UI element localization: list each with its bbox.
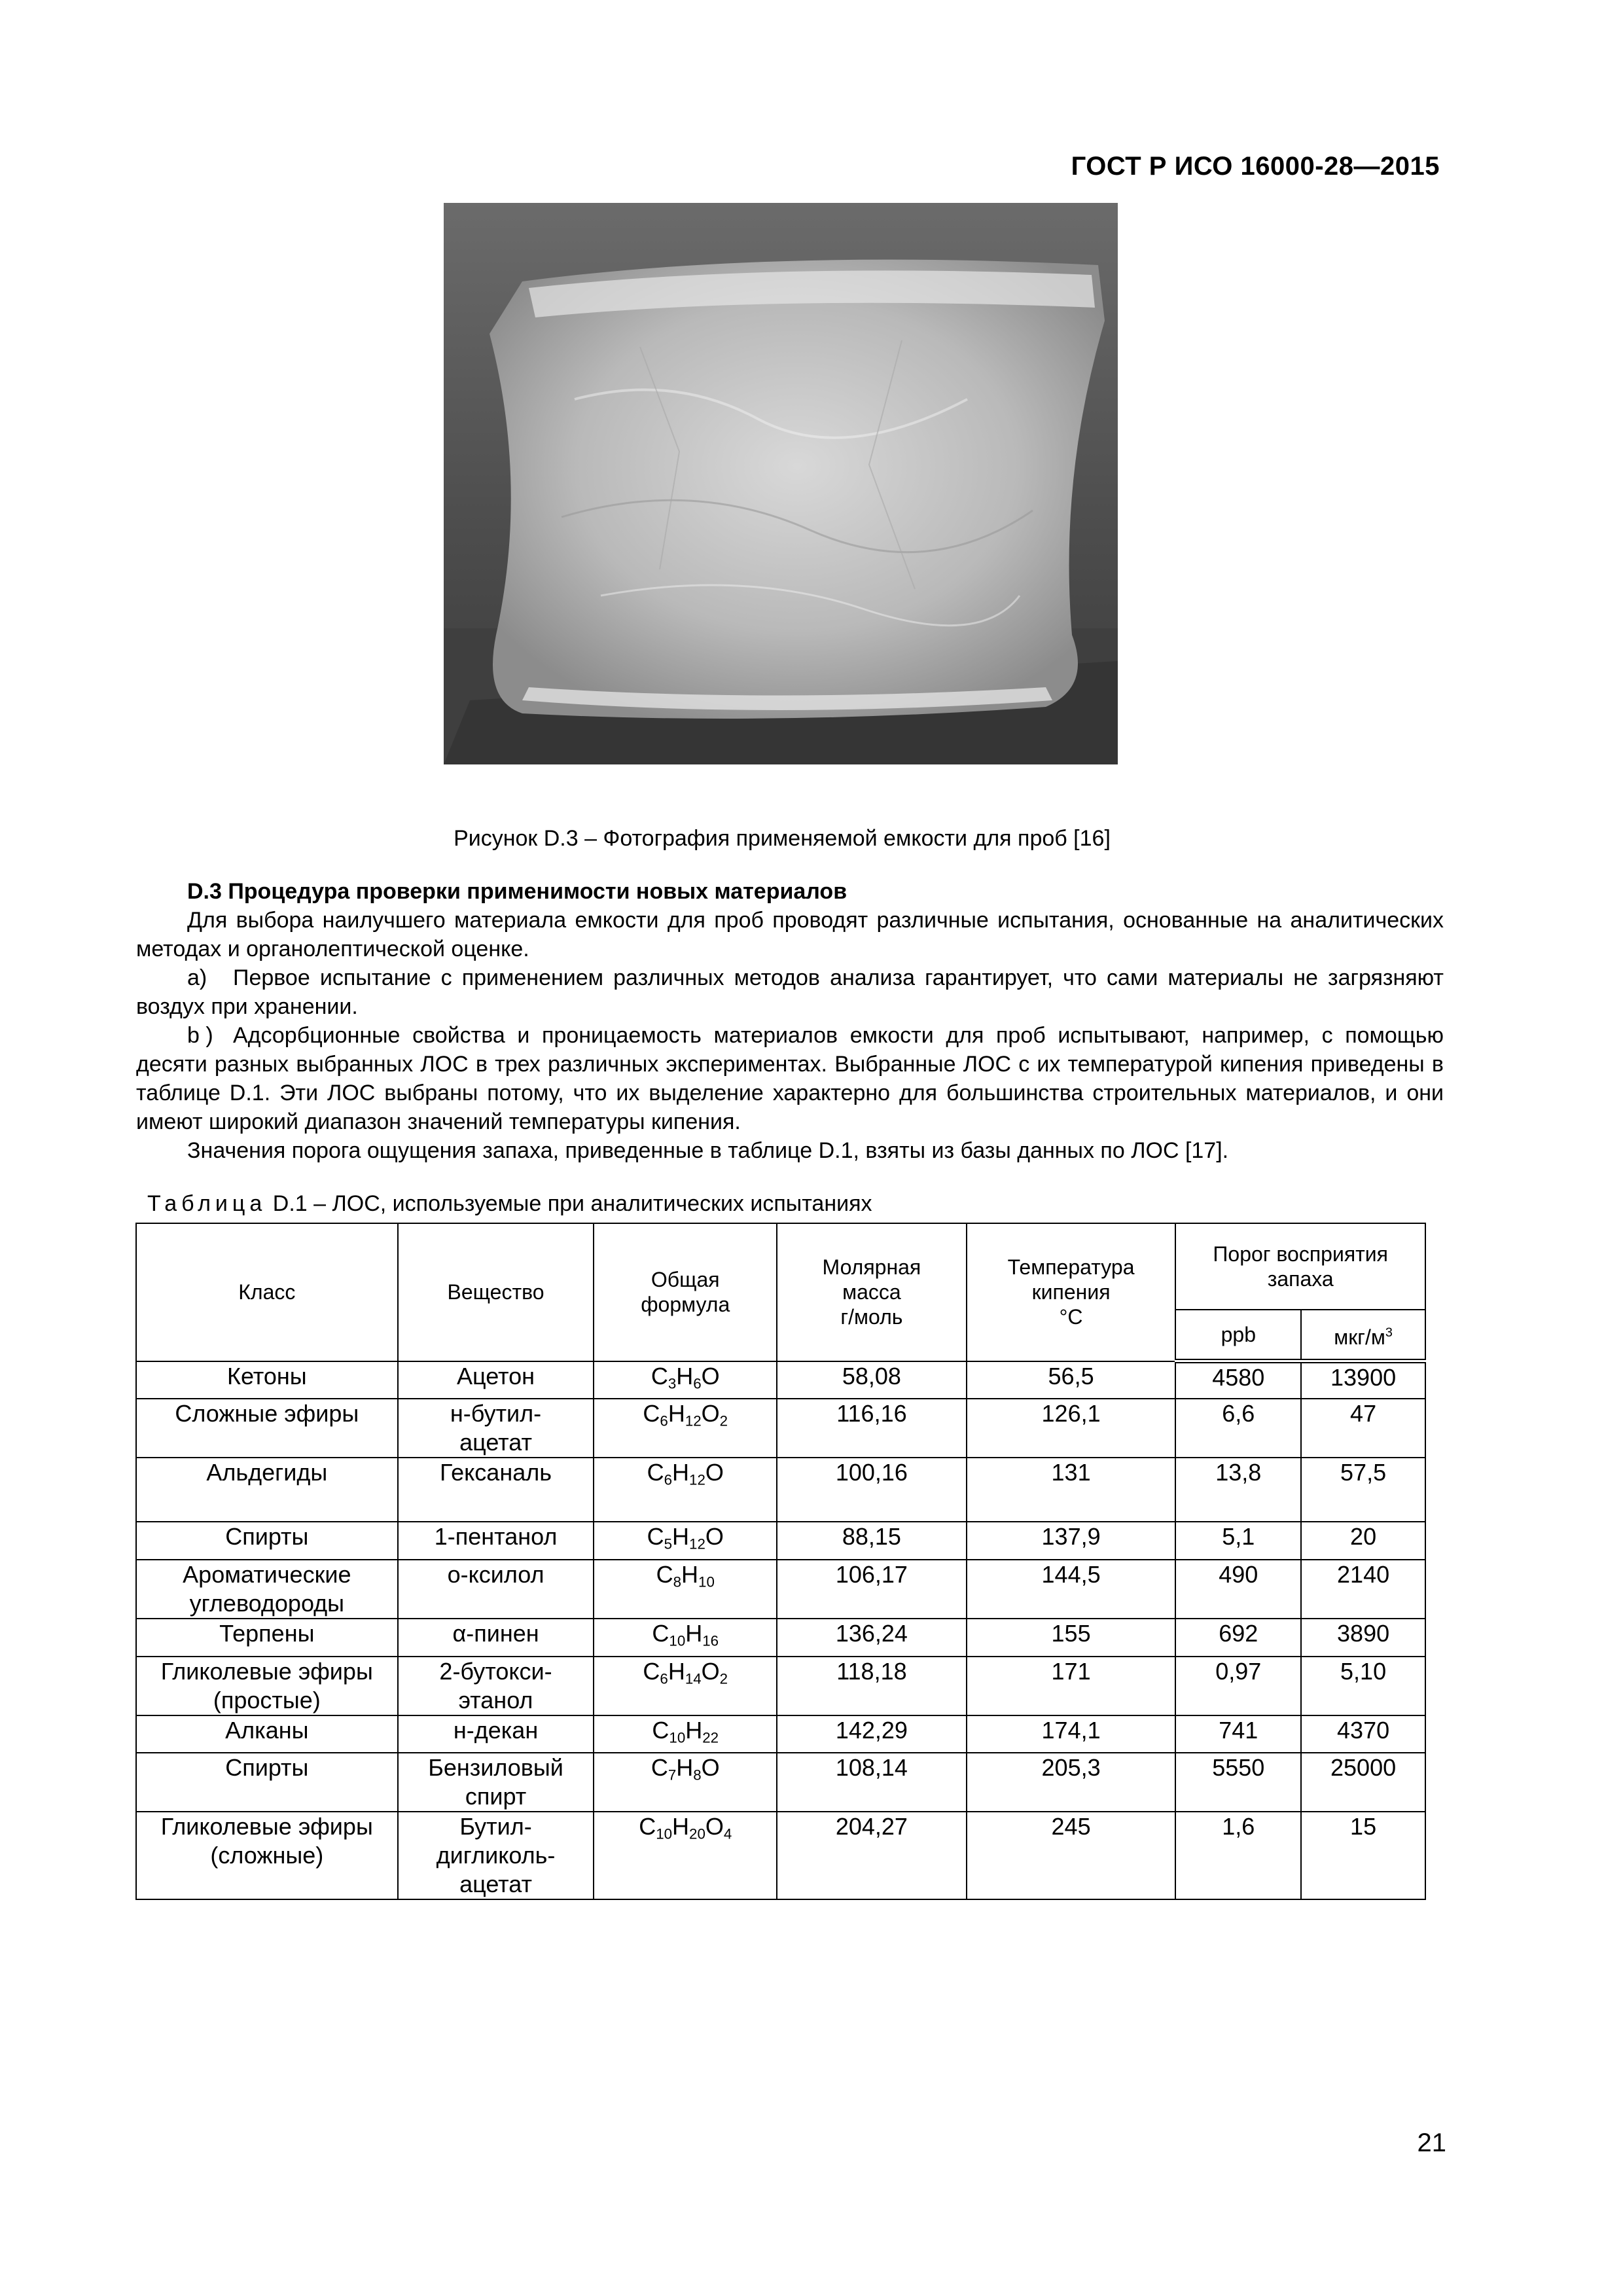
cell-mkg-m3: 13900: [1301, 1361, 1425, 1399]
voc-table-body: [136, 1361, 1425, 1900]
cell-class: Терпены: [136, 1619, 398, 1657]
cell-boiling-point: 126,1: [967, 1399, 1176, 1458]
cell-substance: о-ксилол: [398, 1560, 594, 1619]
list-marker-a: а): [187, 965, 207, 990]
paragraph-intro: Для выбора наилучшего материала емкости для проб проводят различные испытания, основанные на аналитических методах и органолептической оценке.: [136, 908, 1444, 961]
table-row: [136, 1560, 1425, 1619]
cell-mkg-m3: 25000: [1301, 1753, 1425, 1812]
cell-boiling-point: 205,3: [967, 1753, 1176, 1812]
cell-formula: $C_5H_{12}O$: [594, 1522, 777, 1560]
header-class: Класс: [136, 1223, 398, 1361]
cell-mkg-m3: 57,5: [1301, 1458, 1425, 1522]
cell-substance: н-бутил- ацетат: [398, 1399, 594, 1458]
cell-substance: α-пинен: [398, 1619, 594, 1657]
cell-ppb: 6,6: [1175, 1399, 1301, 1458]
cell-mkg-m3: 3890: [1301, 1619, 1425, 1657]
cell-class: Спирты: [136, 1522, 398, 1560]
cell-boiling-point: 56,5: [967, 1361, 1176, 1399]
list-text-b: Адсорбционные свойства и проницаемость материалов емкости для проб испытывают, например, с помощью десяти разных выбранных ЛОС в трех различных экспериментах. Выбранные ЛОС с их температурой кипения приведены в таблице D.1. Эти ЛОС выбраны потому, что их выделение характерно для большинства строительных материалов, и они имеют широкий диапазон значений температуры кипения.: [136, 1023, 1444, 1134]
cell-class: Альдегиды: [136, 1458, 398, 1522]
cell-molar-mass: 116,16: [777, 1399, 967, 1458]
cell-mkg-m3: 15: [1301, 1812, 1425, 1899]
sample-bag-photo: [444, 203, 1118, 764]
header-ppb: ppb: [1175, 1310, 1301, 1361]
cell-molar-mass: 136,24: [777, 1619, 967, 1657]
cell-ppb: 5,1: [1175, 1522, 1301, 1560]
table-row: [136, 1399, 1425, 1458]
cell-ppb: 5550: [1175, 1753, 1301, 1812]
cell-mkg-m3: 4370: [1301, 1715, 1425, 1753]
cell-class: Сложные эфиры: [136, 1399, 398, 1458]
cell-formula: $C_7H_8O$: [594, 1753, 777, 1812]
cell-boiling-point: 155: [967, 1619, 1176, 1657]
cell-boiling-point: 137,9: [967, 1522, 1176, 1560]
cell-mkg-m3: 47: [1301, 1399, 1425, 1458]
cell-ppb: 692: [1175, 1619, 1301, 1657]
cell-formula: $C_6H_{12}O$: [594, 1458, 777, 1522]
cell-molar-mass: 118,18: [777, 1657, 967, 1715]
cell-boiling-point: 174,1: [967, 1715, 1176, 1753]
header-substance: Вещество: [398, 1223, 594, 1361]
section-heading: D.3 Процедура проверки применимости новых материалов: [187, 879, 847, 904]
cell-mkg-m3: 20: [1301, 1522, 1425, 1560]
table-title-label: Таблица: [147, 1191, 267, 1216]
cell-molar-mass: 106,17: [777, 1560, 967, 1619]
cell-molar-mass: 108,14: [777, 1753, 967, 1812]
cell-substance: Бензиловый спирт: [398, 1753, 594, 1812]
header-boiling-point: Температура кипения °С: [967, 1223, 1176, 1361]
cell-mkg-m3: 5,10: [1301, 1657, 1425, 1715]
cell-mkg-m3: 2140: [1301, 1560, 1425, 1619]
section-d3: [136, 877, 1444, 1165]
list-item-a: [136, 963, 1444, 1021]
figure-caption: Рисунок D.3 – Фотография применяемой емкости для проб [16]: [454, 826, 1111, 851]
cell-formula: $C_6H_{12}O_2$: [594, 1399, 777, 1458]
list-item-b: [136, 1021, 1444, 1136]
cell-substance: 2-бутокси- этанол: [398, 1657, 594, 1715]
cell-substance: Ацетон: [398, 1361, 594, 1399]
cell-formula: $C_6H_{14}O_2$: [594, 1657, 777, 1715]
table-row: [136, 1458, 1425, 1522]
cell-substance: Бутил- дигликоль- ацетат: [398, 1812, 594, 1899]
cell-formula: $C_{10}H_{20}O_4$: [594, 1812, 777, 1899]
table-title-text: D.1 – ЛОС, используемые при аналитических испытаниях: [266, 1191, 872, 1216]
cell-boiling-point: 144,5: [967, 1560, 1176, 1619]
cell-ppb: 13,8: [1175, 1458, 1301, 1522]
cell-formula: $C_3H_6O$: [594, 1361, 777, 1399]
cell-ppb: 1,6: [1175, 1812, 1301, 1899]
header-odor-threshold: Порог восприятия запаха: [1175, 1223, 1425, 1310]
cell-ppb: 4580: [1175, 1361, 1301, 1399]
page-number: 21: [1417, 2128, 1446, 2157]
table-row: [136, 1753, 1425, 1812]
cell-substance: 1-пентанол: [398, 1522, 594, 1560]
cell-molar-mass: 204,27: [777, 1812, 967, 1899]
table-row: [136, 1715, 1425, 1753]
cell-substance: н-декан: [398, 1715, 594, 1753]
document-header: ГОСТ Р ИСО 16000-28—2015: [1071, 152, 1440, 181]
voc-table: [135, 1223, 1426, 1900]
table-row: [136, 1812, 1425, 1899]
table-row: [136, 1522, 1425, 1560]
header-mkg-m3: мкг/$м^3$: [1301, 1310, 1425, 1361]
cell-ppb: 741: [1175, 1715, 1301, 1753]
cell-molar-mass: 100,16: [777, 1458, 967, 1522]
cell-boiling-point: 171: [967, 1657, 1176, 1715]
cell-boiling-point: 131: [967, 1458, 1176, 1522]
cell-class: Алканы: [136, 1715, 398, 1753]
cell-ppb: 0,97: [1175, 1657, 1301, 1715]
cell-formula: $C_{10}H_{22}$: [594, 1715, 777, 1753]
list-marker-b: b ): [187, 1023, 213, 1048]
paragraph-odor-threshold: Значения порога ощущения запаха, приведенные в таблице D.1, взяты из базы данных по ЛОС [17].: [187, 1138, 1229, 1163]
cell-molar-mass: 88,15: [777, 1522, 967, 1560]
header-formula: Общая формула: [594, 1223, 777, 1361]
cell-formula: $C_{10}H_{16}$: [594, 1619, 777, 1657]
cell-molar-mass: 142,29: [777, 1715, 967, 1753]
cell-class: Гликолевые эфиры (простые): [136, 1657, 398, 1715]
sample-bag-image: [444, 203, 1118, 764]
cell-class: Гликолевые эфиры (сложные): [136, 1812, 398, 1899]
cell-boiling-point: 245: [967, 1812, 1176, 1899]
cell-substance: Гексаналь: [398, 1458, 594, 1522]
cell-ppb: 490: [1175, 1560, 1301, 1619]
table-row: [136, 1619, 1425, 1657]
header-molar-mass: Молярная масса г/моль: [777, 1223, 967, 1361]
cell-class: Спирты: [136, 1753, 398, 1812]
cell-class: Ароматические углеводороды: [136, 1560, 398, 1619]
cell-molar-mass: 58,08: [777, 1361, 967, 1399]
table-title: [147, 1191, 872, 1217]
cell-formula: $C_8H_{10}$: [594, 1560, 777, 1619]
table-row: [136, 1361, 1425, 1399]
list-text-a: Первое испытание с применением различных методов анализа гарантирует, что сами материалы не загрязняют воздух при хранении.: [136, 965, 1444, 1019]
cell-class: Кетоны: [136, 1361, 398, 1399]
table-row: [136, 1657, 1425, 1715]
